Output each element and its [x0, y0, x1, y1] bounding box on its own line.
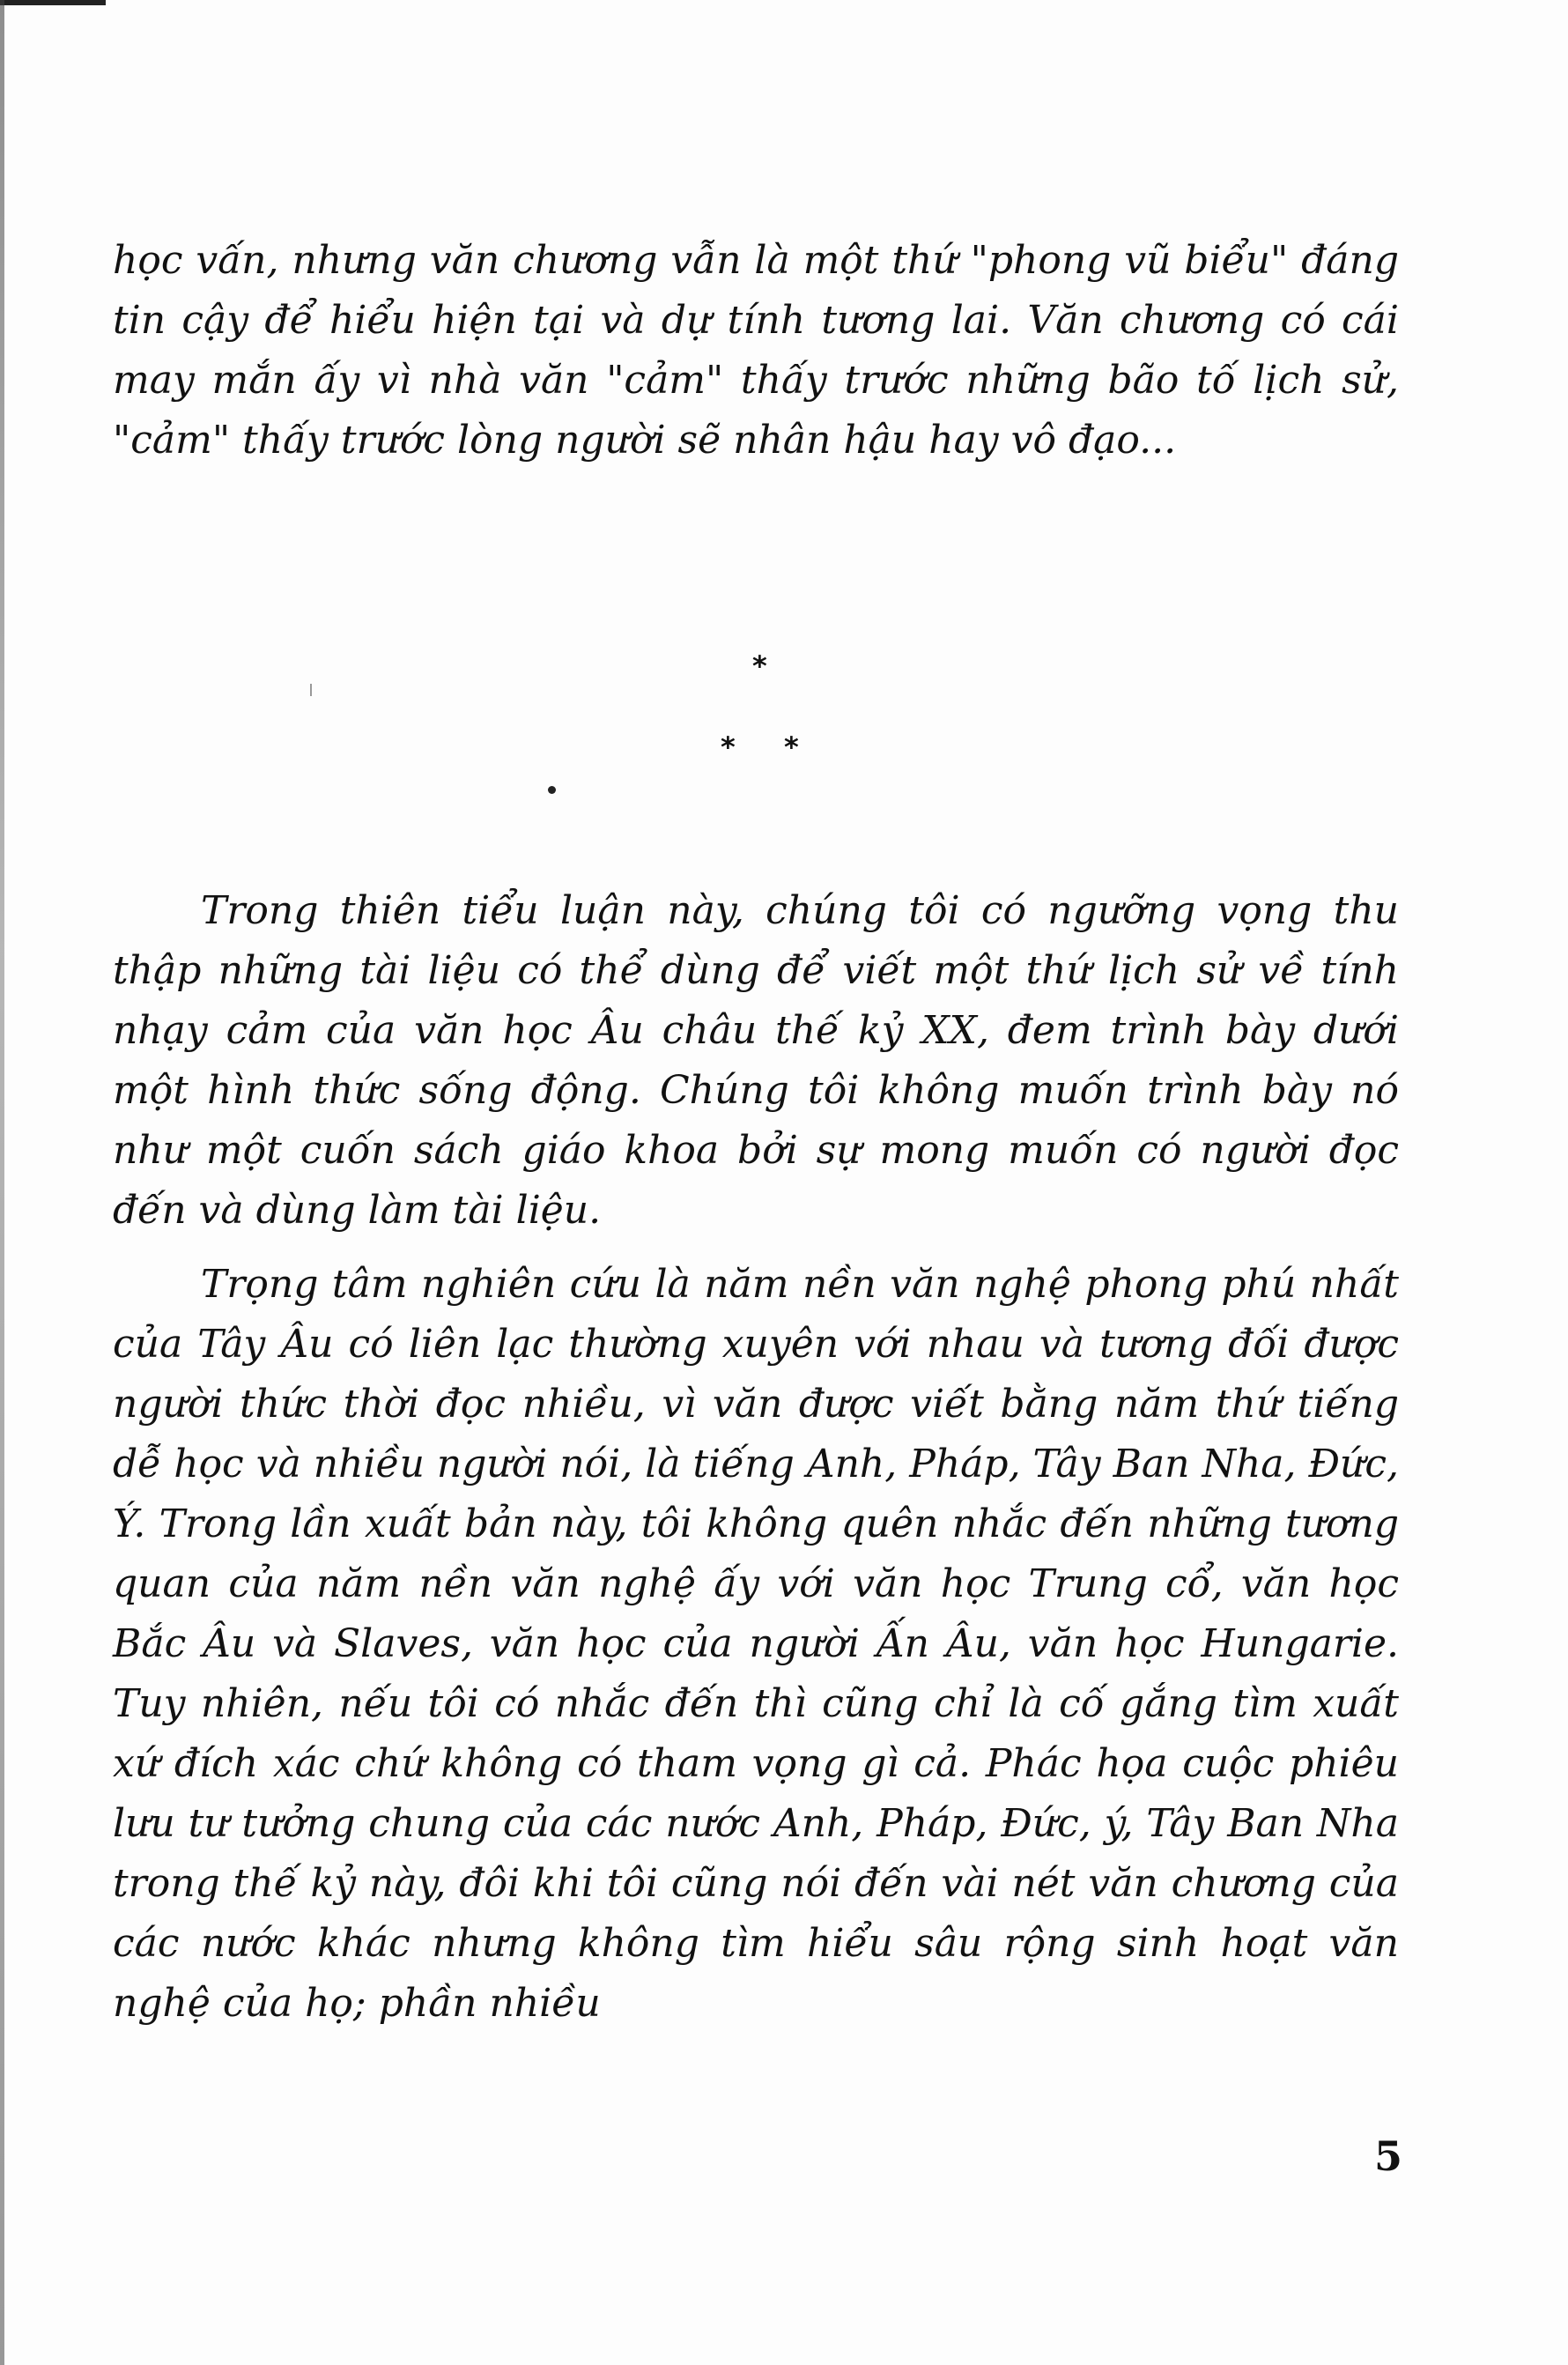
- text-block-top: [113, 231, 1399, 471]
- paragraph-intro: Trong thiên tiểu luận này, chúng tôi có ngưỡng vọng thu thập những tài liệu có thể dùng để viết một thứ lịch sử về tính nhạy cảm của văn học Âu châu thế kỷ XX, đem trình bày dưới một hình thức sống động. Chúng tôi không muốn trình bày nó như một cuốn sách giáo khoa bởi sự mong muốn có người đọc đến và dùng làm tài liệu.: [113, 888, 1399, 1233]
- scan-edge-top: [0, 0, 106, 5]
- paragraph-continuation: học vấn, nhưng văn chương vẫn là một thứ "phong vũ biểu" đáng tin cậy để hiểu hiện tại và dự tính tương lai. Văn chương có cái may mắn ấy vì nhà văn "cảm" thấy trước những bão tố lịch sử, "cảm" thấy trước lòng người sẽ nhân hậu hay vô đạo...: [113, 238, 1399, 463]
- text-block-bottom: [113, 881, 1399, 2034]
- scan-dot: [548, 786, 556, 794]
- page-number: 5: [1373, 2132, 1402, 2180]
- section-separator: [0, 649, 1568, 811]
- asterisk-right: *: [784, 730, 799, 764]
- asterisk-left: *: [721, 730, 736, 764]
- paragraph-focus: Trọng tâm nghiên cứu là năm nền văn nghệ phong phú nhất của Tây Âu có liên lạc thường xuyên với nhau và tương đối được người thức thời đọc nhiều, vì văn được viết bằng năm thứ tiếng dễ học và nhiều người nói, là tiếng Anh, Pháp, Tây Ban Nha, Đức, Ý. Trong lần xuất bản này, tôi không quên nhắc đến những tương quan của năm nền văn nghệ ấy với văn học Trung cổ, văn học Bắc Âu và Slaves, văn học của người Ấn Âu, văn học Hungarie. Tuy nhiên, nếu tôi có nhắc đến thì cũng chỉ là cố gắng tìm xuất xứ đích xác chứ không có tham vọng gì cả. Phác họa cuộc phiêu lưu tư tưởng chung của các nước Anh, Pháp, Đức, ý, Tây Ban Nha trong thế kỷ này, đôi khi tôi cũng nói đến vài nét văn chương của các nước khác nhưng không tìm hiểu sâu rộng sinh hoạt văn nghệ của họ; phần nhiều: [113, 1262, 1399, 2026]
- scan-speck: [310, 684, 312, 696]
- scan-edge-left: [0, 0, 4, 2365]
- asterisk-top: *: [752, 649, 767, 683]
